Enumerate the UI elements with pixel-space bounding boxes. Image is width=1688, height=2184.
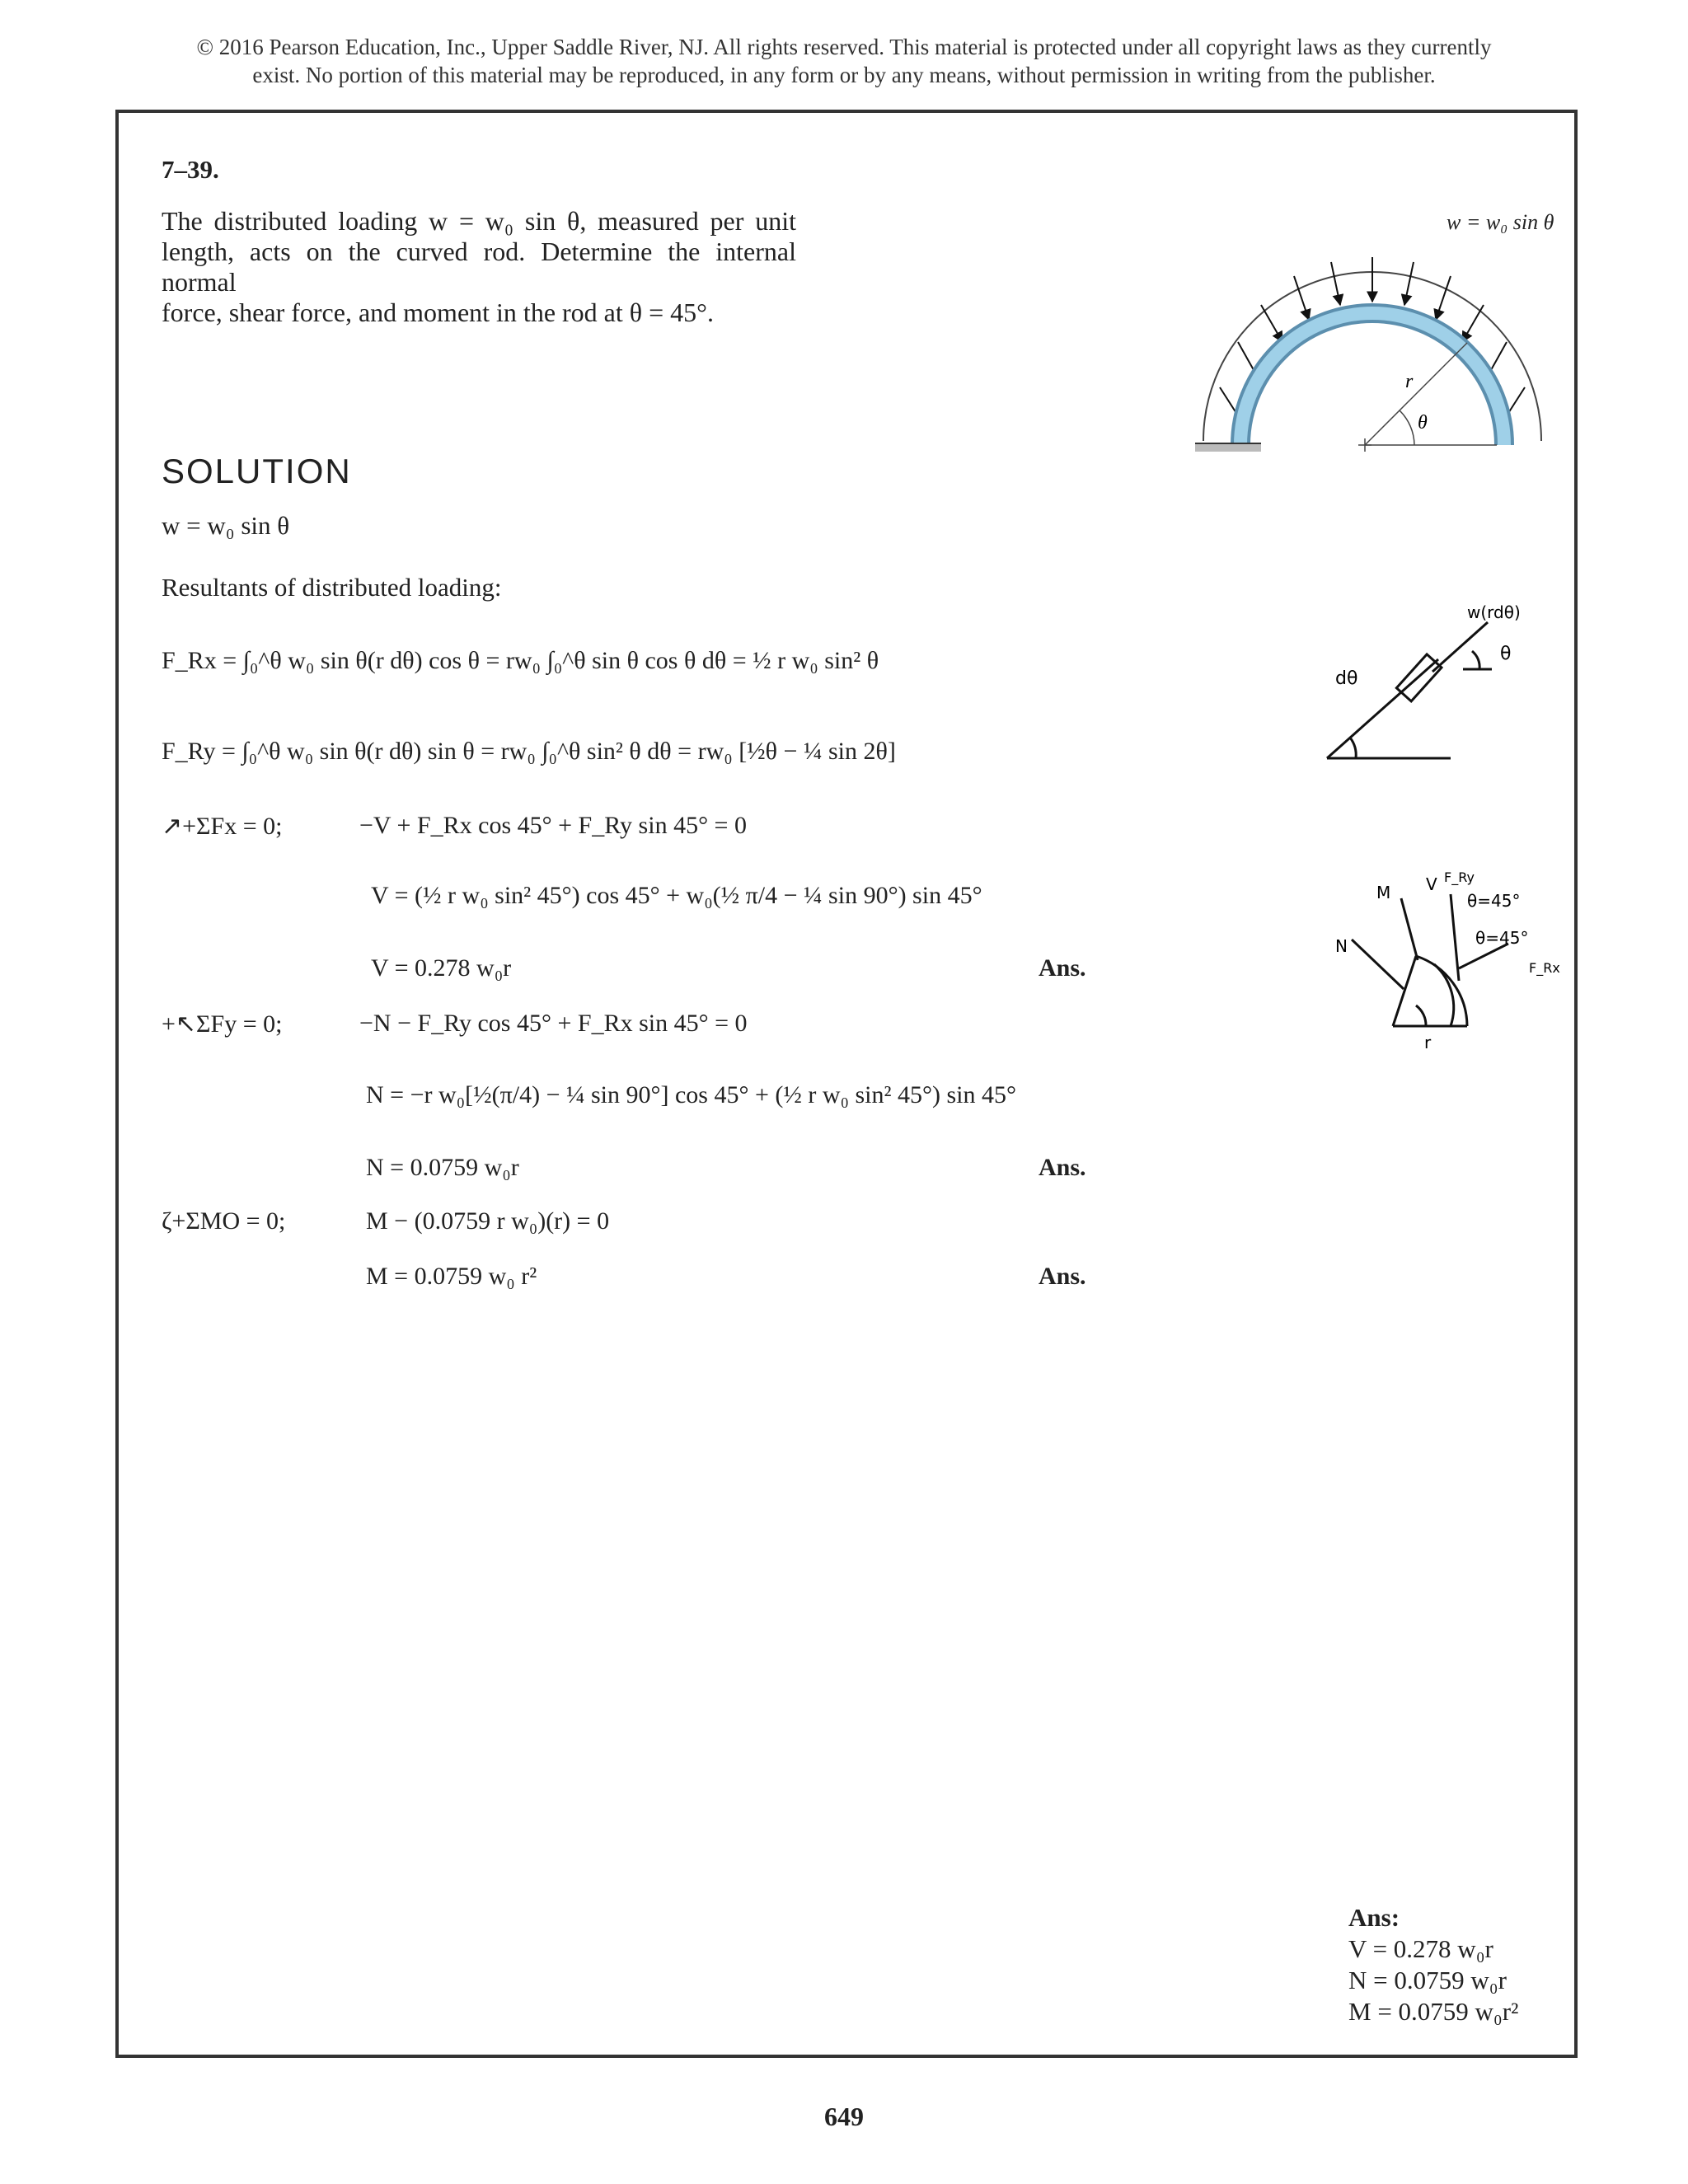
answer-v: V = 0.278 w₀r [1348, 1934, 1493, 1963]
statement-line-3: force, shear force, and moment in the rod at θ = 45°. [162, 298, 714, 327]
support-left [1195, 443, 1261, 452]
frx-equation: F_Rx = ∫₀^θ w₀ sin θ(r dθ) cos θ = rw₀ ∫₀^θ sin θ cos θ dθ = ½ r w₀ sin² θ [162, 647, 879, 674]
sketch2-radius-label: r [1424, 1033, 1432, 1052]
copyright-line-1: © 2016 Pearson Education, Inc., Upper Saddle River, NJ. All rights reserved. This material is protected under all copyright laws as they currently [196, 35, 1492, 59]
sum-fx-equation: −V + F_Rx cos 45° + F_Ry sin 45° = 0 [359, 812, 747, 839]
load-arrows [1220, 257, 1525, 429]
ans-label-m: Ans. [1039, 1263, 1086, 1290]
fry-equation: F_Ry = ∫₀^θ w₀ sin θ(r dθ) sin θ = rw₀ ∫₀^θ sin² θ dθ = rw₀ [½θ − ¼ sin 2θ] [162, 738, 896, 765]
answer-m: M = 0.0759 w₀r² [1348, 1997, 1519, 2026]
n-result: N = 0.0759 w₀r [366, 1154, 519, 1181]
angle-label: θ [1418, 412, 1428, 434]
problem-number: 7–39. [162, 155, 219, 184]
ans-label-n: Ans. [1039, 1154, 1086, 1181]
solution-heading: SOLUTION [162, 452, 352, 490]
sum-fy-label: +↖ΣFy = 0; [162, 1010, 283, 1038]
sketch1-dtheta-label: dθ [1335, 668, 1358, 689]
resultants-text: Resultants of distributed loading: [162, 573, 502, 602]
copyright-notice [0, 33, 1688, 89]
sum-fx-label: ↗+ΣFx = 0; [162, 813, 283, 840]
sketch2-theta2-label: θ=45° [1475, 928, 1529, 948]
sketch2-frx-label: F_Rx [1529, 960, 1560, 976]
statement-line-1: The distributed loading w = w₀ sin θ, measured per unit [162, 206, 796, 236]
page-number: 649 [824, 2102, 864, 2131]
sum-fy-equation: −N − F_Ry cos 45° + F_Rx sin 45° = 0 [359, 1010, 748, 1037]
answer-n: N = 0.0759 w₀r [1348, 1966, 1507, 1994]
answers-box [1348, 1902, 1518, 2027]
statement-line-2: length, acts on the curved rod. Determine the internal normal [162, 237, 796, 297]
sketch2-normal-label: N [1335, 936, 1348, 956]
v-substitution: V = (½ r w₀ sin² 45°) cos 45° + w₀(½ π/4 − ¼ sin 90°) sin 45° [371, 882, 982, 909]
load-label: w = w₀ sin θ [1447, 210, 1554, 234]
sketch1-angle-label: θ [1500, 644, 1512, 664]
sketch-fbd [1319, 865, 1582, 1059]
sum-m-label: ζ+ΣMO = 0; [162, 1207, 286, 1235]
sketch2-fry-label: F_Ry [1444, 869, 1475, 885]
load-equation: w = w₀ sin θ [162, 511, 290, 540]
sketch2-moment-label: M [1376, 883, 1391, 902]
v-result: V = 0.278 w₀r [371, 954, 512, 982]
answers-title: Ans: [1348, 1903, 1400, 1932]
sum-m-equation: M − (0.0759 r w₀)(r) = 0 [366, 1207, 610, 1235]
radius-label: r [1405, 371, 1414, 392]
sketch-element [1311, 593, 1541, 779]
sketch2-theta1-label: θ=45° [1467, 891, 1521, 911]
copyright-line-2: exist. No portion of this material may be reproduced, in any form or by any means, without permission in writing from the publisher. [252, 63, 1436, 87]
ans-label-v: Ans. [1039, 954, 1086, 982]
problem-statement [162, 206, 796, 328]
n-substitution: N = −r w₀[½(π/4) − ¼ sin 90°] cos 45° + (½ r w₀ sin² 45°) sin 45° [366, 1081, 1016, 1108]
sketch-fbd-svg [1319, 865, 1582, 1055]
sketch-element-svg [1311, 593, 1541, 775]
sketch2-shear-label: V [1426, 874, 1437, 894]
m-result: M = 0.0759 w₀ r² [366, 1263, 537, 1290]
sketch1-load-label: w(rdθ) [1467, 602, 1521, 622]
